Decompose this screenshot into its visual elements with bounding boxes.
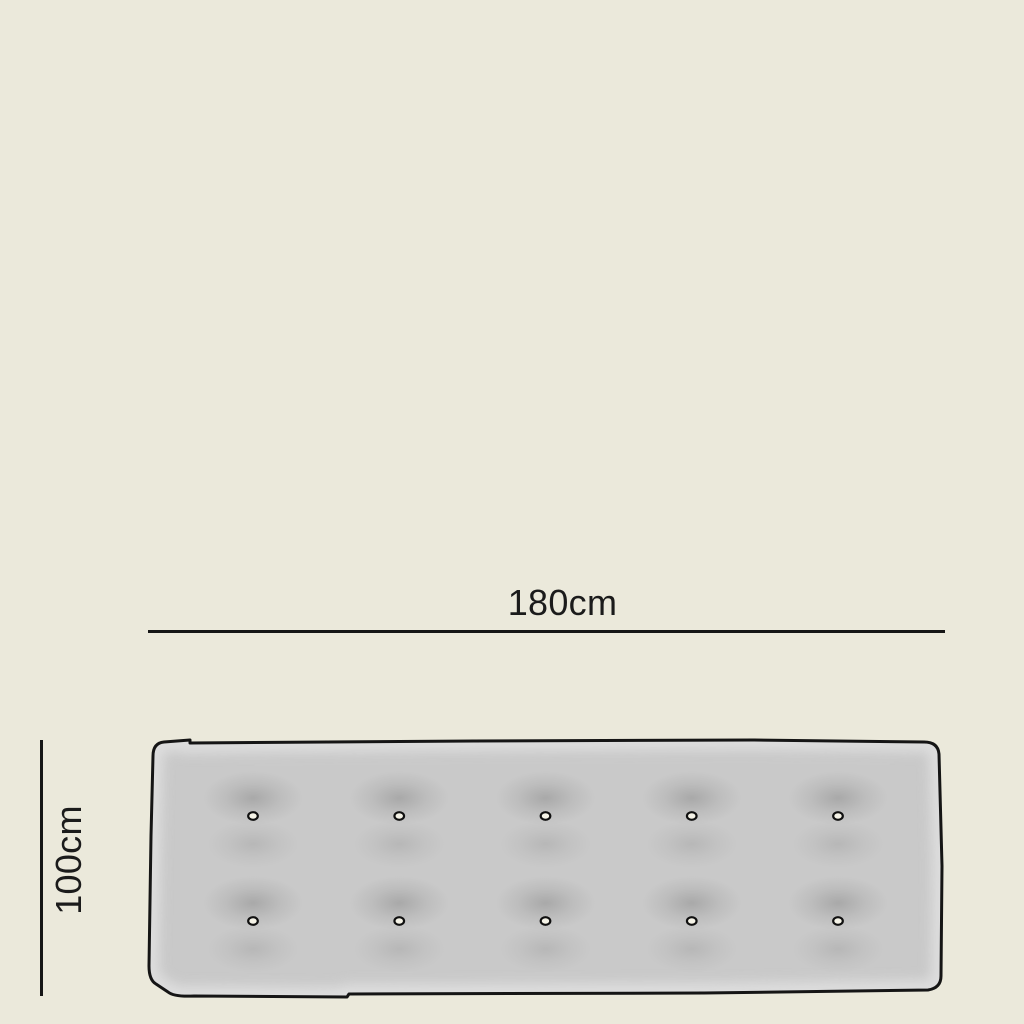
cushion-panel — [144, 736, 945, 1000]
tuft-button — [248, 917, 258, 925]
tuft-shadow — [646, 925, 738, 973]
tuft-button — [394, 812, 404, 820]
tuft-button — [541, 917, 551, 925]
tuft-shadow — [646, 820, 738, 868]
height-dimension-line — [40, 740, 43, 996]
tuft-shadow — [207, 925, 299, 973]
tuft-button — [687, 812, 697, 820]
height-dimension-label: 100cm — [48, 805, 90, 915]
tuft-shadow — [500, 925, 592, 973]
tuft-button — [248, 812, 258, 820]
width-dimension-line — [148, 630, 945, 633]
tuft-shadow — [792, 925, 884, 973]
tuft-button — [833, 917, 843, 925]
tuft-button — [394, 917, 404, 925]
tuft-button — [833, 812, 843, 820]
tuft-button — [687, 917, 697, 925]
tuft-shadow — [353, 820, 445, 868]
tuft-shadow — [500, 820, 592, 868]
tuft-button — [541, 812, 551, 820]
tuft-shadow — [353, 925, 445, 973]
tuft-shadow — [792, 820, 884, 868]
width-dimension-label: 180cm — [507, 582, 618, 623]
tuft-shadow — [207, 820, 299, 868]
